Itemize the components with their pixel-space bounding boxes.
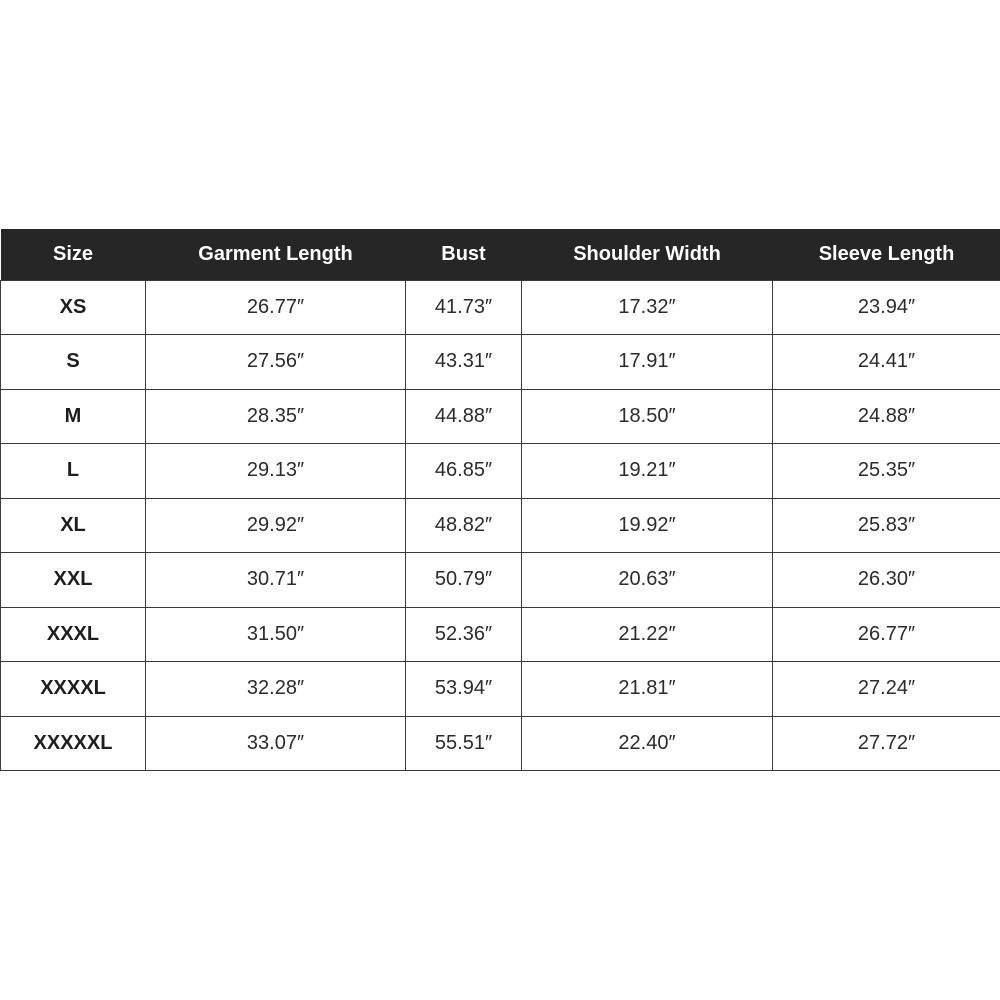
- table-row: [1, 662, 1000, 717]
- table-row: [1, 280, 1000, 335]
- sleeve-length-cell: 23.94″: [773, 280, 1000, 335]
- table-row: [1, 716, 1000, 771]
- table-row: [1, 498, 1000, 553]
- table-row: [1, 553, 1000, 608]
- size-cell: XXL: [1, 553, 146, 608]
- shoulder-width-cell: 22.40″: [522, 716, 773, 771]
- bust-cell: 52.36″: [406, 607, 522, 662]
- garment-length-cell: 30.71″: [146, 553, 406, 608]
- garment-length-cell: 26.77″: [146, 280, 406, 335]
- bust-cell: 53.94″: [406, 662, 522, 717]
- table-row: [1, 335, 1000, 390]
- garment-length-cell: 32.28″: [146, 662, 406, 717]
- header-row: [1, 229, 1000, 280]
- size-cell: XXXL: [1, 607, 146, 662]
- shoulder-width-cell: 19.92″: [522, 498, 773, 553]
- bust-cell: 55.51″: [406, 716, 522, 771]
- shoulder-width-cell: 18.50″: [522, 389, 773, 444]
- sleeve-length-cell: 24.88″: [773, 389, 1000, 444]
- garment-length-cell: 33.07″: [146, 716, 406, 771]
- size-cell: XXXXL: [1, 662, 146, 717]
- shoulder-width-cell: 17.32″: [522, 280, 773, 335]
- sleeve-length-cell: 26.77″: [773, 607, 1000, 662]
- garment-length-cell: 28.35″: [146, 389, 406, 444]
- size-cell: S: [1, 335, 146, 390]
- header-sleeve-length: Sleeve Length: [818, 242, 955, 265]
- size-cell: L: [1, 444, 146, 499]
- shoulder-width-cell: 21.81″: [522, 662, 773, 717]
- bust-cell: 43.31″: [406, 335, 522, 390]
- size-cell: XXXXXL: [1, 716, 146, 771]
- header-shoulder-width: Shoulder Width: [573, 242, 721, 265]
- shoulder-width-cell: 20.63″: [522, 553, 773, 608]
- garment-length-cell: 29.13″: [146, 444, 406, 499]
- shoulder-width-cell: 19.21″: [522, 444, 773, 499]
- bust-cell: 48.82″: [406, 498, 522, 553]
- garment-length-cell: 27.56″: [146, 335, 406, 390]
- sleeve-length-cell: 24.41″: [773, 335, 1000, 390]
- header-garment-length: Garment Length: [198, 242, 353, 265]
- size-cell: M: [1, 389, 146, 444]
- sleeve-length-cell: 25.35″: [773, 444, 1000, 499]
- shoulder-width-cell: 21.22″: [522, 607, 773, 662]
- size-cell: XS: [1, 280, 146, 335]
- bust-cell: 41.73″: [406, 280, 522, 335]
- size-cell: XL: [1, 498, 146, 553]
- bust-cell: 50.79″: [406, 553, 522, 608]
- sleeve-length-cell: 26.30″: [773, 553, 1000, 608]
- bust-cell: 44.88″: [406, 389, 522, 444]
- table-row: [1, 607, 1000, 662]
- sleeve-length-cell: 27.72″: [773, 716, 1000, 771]
- bust-cell: 46.85″: [406, 444, 522, 499]
- table-row: [1, 444, 1000, 499]
- garment-length-cell: 31.50″: [146, 607, 406, 662]
- shoulder-width-cell: 17.91″: [522, 335, 773, 390]
- sleeve-length-cell: 25.83″: [773, 498, 1000, 553]
- table-row: [1, 389, 1000, 444]
- garment-length-cell: 29.92″: [146, 498, 406, 553]
- size-chart-table: [0, 229, 1000, 771]
- sleeve-length-cell: 27.24″: [773, 662, 1000, 717]
- header-size: Size: [52, 242, 94, 265]
- header-bust: Bust: [441, 242, 486, 265]
